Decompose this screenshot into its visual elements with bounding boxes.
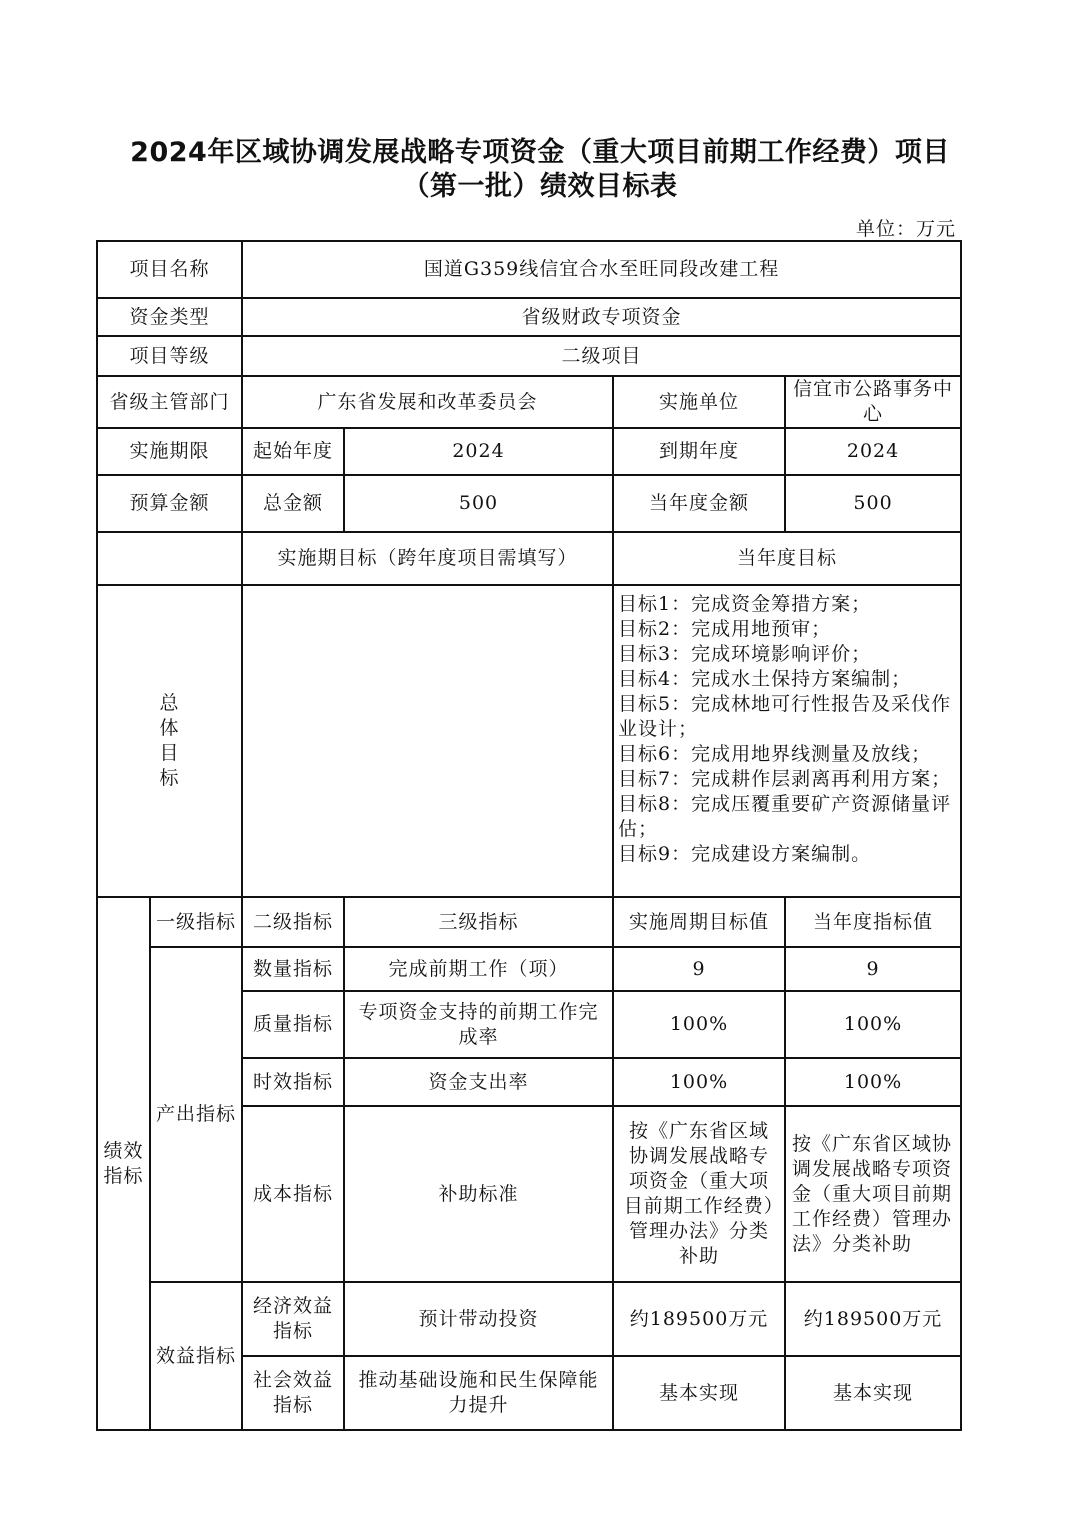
fund-type-label: 资金类型 xyxy=(97,298,242,336)
impl-unit-label: 实施单位 xyxy=(613,376,785,428)
year-goal-item: 目标7：完成耕作层剥离再利用方案； xyxy=(618,768,952,790)
impl-unit-value: 信宜市公路事务中心 xyxy=(785,376,961,428)
overall-goal-char: 总 xyxy=(159,692,180,714)
indicator-period-value: 约189500万元 xyxy=(613,1282,785,1356)
output-indicator-label: 产出指标 xyxy=(150,947,242,1282)
indicator-year-value: 基本实现 xyxy=(785,1356,961,1430)
year-goal-item: 目标2：完成用地预审； xyxy=(618,618,832,640)
overall-goal-char: 目 xyxy=(159,742,180,764)
start-year-label: 起始年度 xyxy=(242,428,344,475)
performance-indicator-text: 绩效指标 xyxy=(103,1139,144,1187)
dept-label: 省级主管部门 xyxy=(97,376,242,428)
budget-label: 预算金额 xyxy=(97,475,242,532)
period-goal-value xyxy=(242,585,613,897)
project-level-label: 项目等级 xyxy=(97,336,242,376)
year-goal-item: 目标9：完成建设方案编制。 xyxy=(618,843,872,865)
year-goal-list xyxy=(613,585,961,897)
project-name-value: 国道G359线信宜合水至旺同段改建工程 xyxy=(242,241,961,298)
indicator-period-value: 100% xyxy=(613,1058,785,1106)
dept-value: 广东省发展和改革委员会 xyxy=(242,376,613,428)
indicator-year-value: 按《广东省区域协调发展战略专项资金（重大项目前期工作经费）管理办法》分类补助 xyxy=(785,1106,961,1282)
level3-header: 三级指标 xyxy=(344,897,613,947)
end-year-value: 2024 xyxy=(785,428,961,475)
indicator-level3: 完成前期工作（项） xyxy=(344,947,613,991)
document-title xyxy=(60,136,1020,204)
period-label: 实施期限 xyxy=(97,428,242,475)
project-name-label: 项目名称 xyxy=(97,241,242,298)
indicator-level3: 推动基础设施和民生保障能力提升 xyxy=(344,1356,613,1430)
end-year-label: 到期年度 xyxy=(613,428,785,475)
indicator-level2: 社会效益指标 xyxy=(242,1356,344,1430)
title-line-1: 2024年区域协调发展战略专项资金（重大项目前期工作经费）项目 xyxy=(130,137,950,168)
title-line-2: （第一批）绩效目标表 xyxy=(402,171,678,202)
start-year-value: 2024 xyxy=(344,428,613,475)
year-target-header: 当年度指标值 xyxy=(785,897,961,947)
indicator-level2: 时效指标 xyxy=(242,1058,344,1106)
year-goal-item: 目标1：完成资金筹措方案； xyxy=(618,593,872,615)
indicator-level3: 预计带动投资 xyxy=(344,1282,613,1356)
year-goal-item: 目标6：完成用地界线测量及放线； xyxy=(618,743,932,765)
period-target-header: 实施周期目标值 xyxy=(613,897,785,947)
year-goal-item: 目标5：完成林地可行性报告及采伐作业设计； xyxy=(618,693,952,740)
indicator-level3: 专项资金支持的前期工作完成率 xyxy=(344,991,613,1058)
overall-goal-label xyxy=(97,585,242,897)
total-amount-value: 500 xyxy=(344,475,613,532)
year-amount-value: 500 xyxy=(785,475,961,532)
indicator-period-value: 按《广东省区域协调发展战略专项资金（重大项目前期工作经费）管理办法》分类补助 xyxy=(613,1106,785,1282)
indicator-level3: 资金支出率 xyxy=(344,1058,613,1106)
unit-label: 单位：万元 xyxy=(855,218,956,240)
total-amount-label: 总金额 xyxy=(242,475,344,532)
indicator-level3: 补助标准 xyxy=(344,1106,613,1282)
benefit-indicator-label: 效益指标 xyxy=(150,1282,242,1430)
project-level-value: 二级项目 xyxy=(242,336,961,376)
indicator-period-value: 9 xyxy=(613,947,785,991)
indicator-year-value: 约189500万元 xyxy=(785,1282,961,1356)
level2-header: 二级指标 xyxy=(242,897,344,947)
indicator-period-value: 基本实现 xyxy=(613,1356,785,1430)
level1-header: 一级指标 xyxy=(150,897,242,947)
goals-header-blank xyxy=(97,532,242,585)
period-goal-header: 实施期目标（跨年度项目需填写） xyxy=(242,532,613,585)
indicator-level2: 经济效益指标 xyxy=(242,1282,344,1356)
performance-target-table xyxy=(96,240,962,1431)
indicator-level2: 质量指标 xyxy=(242,991,344,1058)
indicator-year-value: 100% xyxy=(785,991,961,1058)
performance-indicator-label xyxy=(97,897,150,1430)
indicator-level2: 数量指标 xyxy=(242,947,344,991)
indicator-year-value: 9 xyxy=(785,947,961,991)
indicator-year-value: 100% xyxy=(785,1058,961,1106)
fund-type-value: 省级财政专项资金 xyxy=(242,298,961,336)
overall-goal-char: 标 xyxy=(159,767,180,789)
overall-goal-char: 体 xyxy=(159,717,180,739)
year-goal-item: 目标3：完成环境影响评价； xyxy=(618,643,872,665)
indicator-period-value: 100% xyxy=(613,991,785,1058)
year-goal-item: 目标4：完成水土保持方案编制； xyxy=(618,668,912,690)
year-goal-item: 目标8：完成压覆重要矿产资源储量评估； xyxy=(618,793,952,840)
indicator-level2: 成本指标 xyxy=(242,1106,344,1282)
year-goal-header: 当年度目标 xyxy=(613,532,961,585)
year-amount-label: 当年度金额 xyxy=(613,475,785,532)
